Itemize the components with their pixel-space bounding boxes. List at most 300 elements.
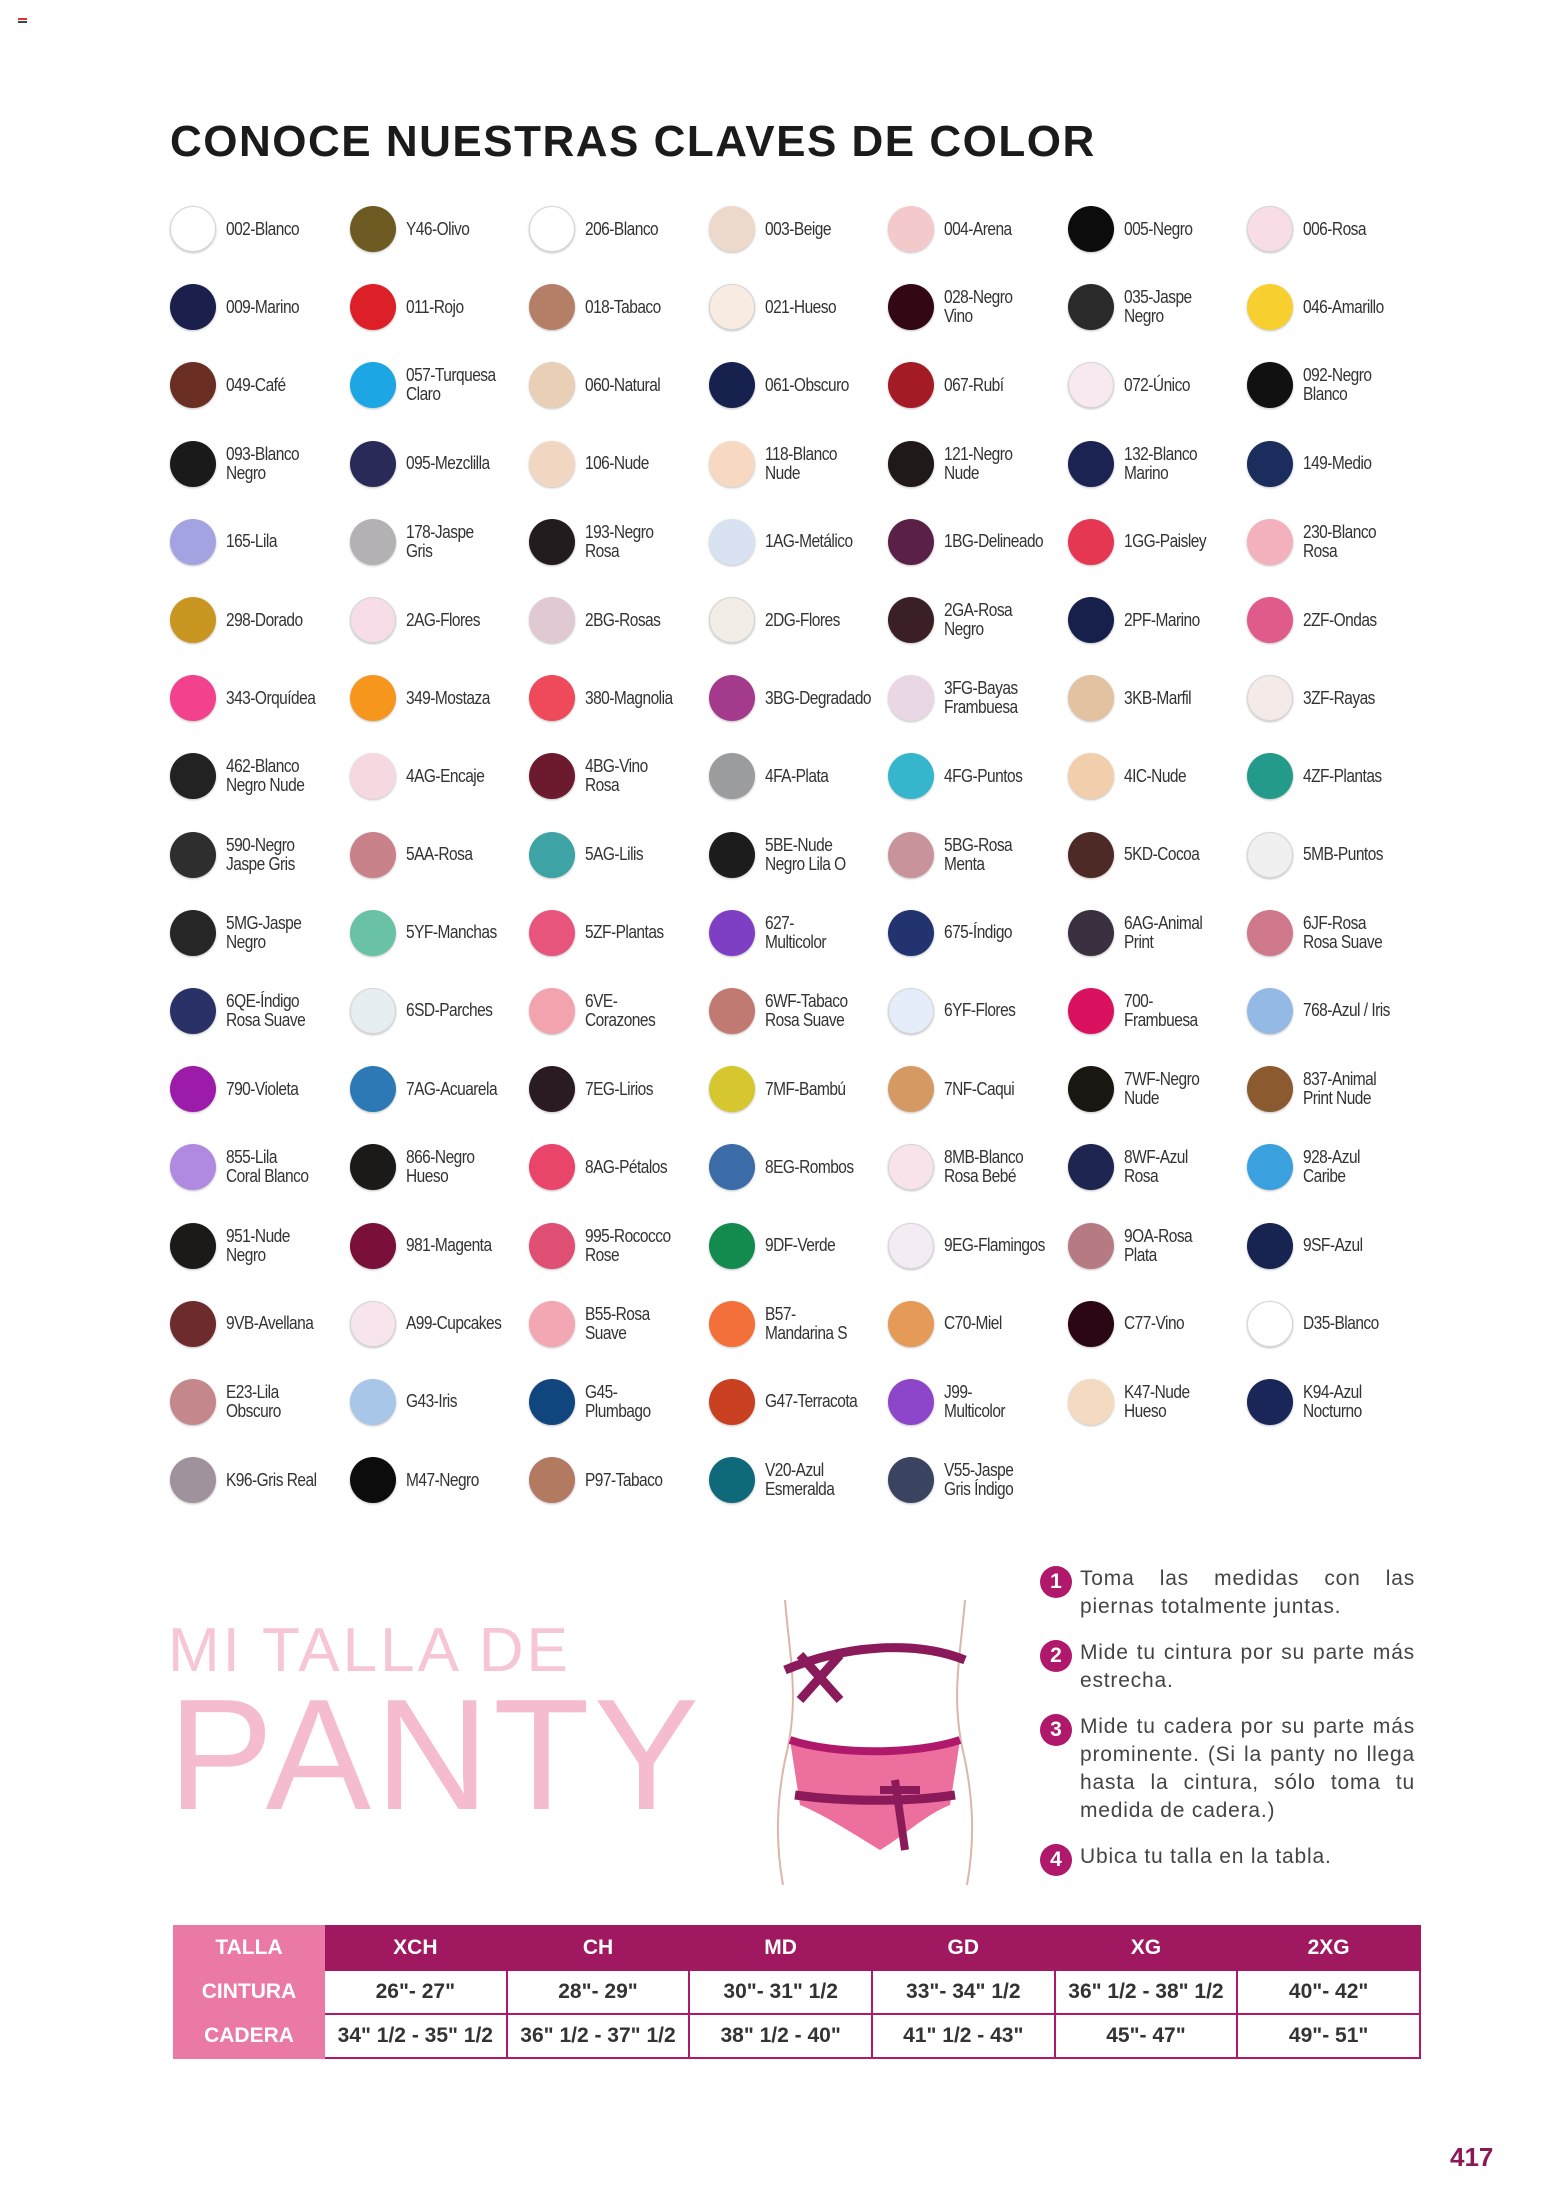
color-swatch-label: 003-Beige bbox=[764, 218, 831, 239]
color-swatch-icon bbox=[170, 1144, 216, 1190]
table-cell: 45"- 47" bbox=[1055, 2014, 1238, 2058]
color-swatch-label: 4IC-Nude bbox=[1123, 765, 1186, 786]
color-swatch-item bbox=[888, 268, 1068, 346]
color-swatch-icon bbox=[1247, 910, 1293, 956]
color-swatch-icon bbox=[350, 832, 396, 878]
color-swatch-icon bbox=[1068, 206, 1114, 252]
color-swatch-item bbox=[888, 346, 1068, 424]
color-swatch-icon bbox=[170, 1066, 216, 1112]
color-swatch-item bbox=[350, 1285, 530, 1363]
color-swatch-label: 035-Jaspe Negro bbox=[1123, 287, 1192, 327]
color-swatch-item bbox=[170, 190, 350, 268]
color-swatch-label: G45- Plumbago bbox=[585, 1381, 651, 1421]
color-swatch-icon bbox=[709, 1301, 755, 1347]
color-swatch-label: 018-Tabaco bbox=[585, 296, 661, 317]
color-swatch-item bbox=[170, 1128, 350, 1206]
color-swatch-label: 132-Blanco Marino bbox=[1123, 443, 1197, 483]
color-swatch-item bbox=[350, 346, 530, 424]
color-swatch-icon bbox=[529, 832, 575, 878]
color-swatch-icon bbox=[888, 1144, 934, 1190]
color-swatch-icon bbox=[1247, 362, 1293, 408]
color-swatch-icon bbox=[529, 753, 575, 799]
page-number: 417 bbox=[1450, 2142, 1494, 2172]
color-swatch-item bbox=[1247, 346, 1427, 424]
color-swatch-icon bbox=[170, 988, 216, 1034]
color-swatch-item bbox=[350, 816, 530, 894]
color-swatch-icon bbox=[888, 832, 934, 878]
color-swatch-icon bbox=[709, 284, 755, 330]
color-swatch-icon bbox=[1068, 1223, 1114, 1269]
color-swatch-item bbox=[888, 894, 1068, 972]
color-swatch-icon bbox=[1068, 441, 1114, 487]
color-swatch-item bbox=[888, 1441, 1068, 1519]
color-swatch-item bbox=[170, 503, 350, 581]
color-swatch-label: P97-Tabaco bbox=[585, 1469, 663, 1490]
color-swatch-label: 028-Negro Vino bbox=[944, 287, 1013, 327]
color-swatch-icon bbox=[529, 910, 575, 956]
color-swatch-icon bbox=[170, 206, 216, 252]
table-cell: 49"- 51" bbox=[1237, 2014, 1420, 2058]
color-swatch-item bbox=[350, 1206, 530, 1284]
color-swatch-item bbox=[888, 972, 1068, 1050]
color-swatch-item bbox=[888, 1050, 1068, 1128]
color-swatch-item bbox=[709, 503, 889, 581]
color-swatch-item bbox=[529, 425, 709, 503]
color-swatch-item bbox=[350, 1363, 530, 1441]
size-header: 2XG bbox=[1237, 1926, 1420, 1970]
color-swatch-icon bbox=[888, 675, 934, 721]
color-swatch-label: 2ZF-Ondas bbox=[1303, 609, 1377, 630]
color-swatch-item bbox=[1247, 737, 1427, 815]
instruction-text: Mide tu cadera por su parte más prominente. (Si la panty no llega hasta la cintura, sólo toma tu medida de cadera.) bbox=[1080, 1715, 1415, 1822]
color-swatch-label: 5YF-Manchas bbox=[405, 922, 497, 943]
color-swatch-item bbox=[888, 816, 1068, 894]
color-swatch-icon bbox=[350, 519, 396, 565]
color-swatch-label: 106-Nude bbox=[585, 453, 649, 474]
measurement-instructions bbox=[1040, 1565, 1415, 1894]
color-swatch-item bbox=[1068, 1285, 1248, 1363]
color-swatch-label: 6WF-Tabaco Rosa Suave bbox=[764, 990, 848, 1030]
color-swatch-icon bbox=[170, 1301, 216, 1347]
size-chart-table bbox=[173, 1925, 1421, 2059]
color-swatch-icon bbox=[1247, 1301, 1293, 1347]
color-swatch-label: 046-Amarillo bbox=[1303, 296, 1384, 317]
color-swatch-icon bbox=[529, 1457, 575, 1503]
color-swatch-icon bbox=[350, 753, 396, 799]
color-swatch-icon bbox=[1068, 1379, 1114, 1425]
color-swatch-icon bbox=[350, 1301, 396, 1347]
color-swatch-label: 343-Orquídea bbox=[226, 687, 316, 708]
color-swatch-label: 072-Único bbox=[1123, 374, 1190, 395]
color-swatch-label: 768-Azul / Iris bbox=[1303, 1000, 1390, 1021]
color-swatch-label: 981-Magenta bbox=[405, 1235, 492, 1256]
color-swatch-item bbox=[170, 1441, 350, 1519]
color-swatch-label: 093-Blanco Negro bbox=[226, 443, 300, 483]
panty-title-line1: MI TALLA DE bbox=[168, 1616, 571, 1685]
table-cell: 38" 1/2 - 40" bbox=[689, 2014, 872, 2058]
color-swatch-icon bbox=[529, 1066, 575, 1112]
color-swatch-label: 193-Negro Rosa bbox=[585, 521, 654, 561]
color-swatch-item bbox=[170, 1050, 350, 1128]
color-swatch-icon bbox=[1068, 519, 1114, 565]
color-swatch-item bbox=[529, 1206, 709, 1284]
color-swatch-icon bbox=[888, 362, 934, 408]
color-swatch-icon bbox=[350, 206, 396, 252]
color-swatch-label: K94-Azul Nocturno bbox=[1303, 1381, 1362, 1421]
table-cell: 34" 1/2 - 35" 1/2 bbox=[324, 2014, 507, 2058]
color-swatch-item bbox=[350, 425, 530, 503]
color-swatch-icon bbox=[170, 1223, 216, 1269]
color-swatch-icon bbox=[529, 1144, 575, 1190]
color-swatch-icon bbox=[170, 441, 216, 487]
color-swatch-icon bbox=[888, 753, 934, 799]
color-swatch-icon bbox=[1068, 675, 1114, 721]
color-swatch-label: 6JF-Rosa Rosa Suave bbox=[1303, 912, 1383, 952]
color-swatch-icon bbox=[888, 1457, 934, 1503]
color-swatch-label: 462-Blanco Negro Nude bbox=[226, 756, 305, 796]
color-swatch-label: 866-Negro Hueso bbox=[405, 1147, 475, 1187]
color-swatch-item bbox=[1068, 268, 1248, 346]
color-swatch-item bbox=[529, 1050, 709, 1128]
table-cell: 40"- 42" bbox=[1237, 1970, 1420, 2014]
panty-title-line2: PANTY bbox=[168, 1667, 704, 1843]
table-cell: 36" 1/2 - 37" 1/2 bbox=[507, 2014, 690, 2058]
color-swatch-item bbox=[709, 581, 889, 659]
color-swatch-icon bbox=[529, 1301, 575, 1347]
color-swatch-icon bbox=[170, 675, 216, 721]
color-swatch-item bbox=[888, 1206, 1068, 1284]
color-swatch-item bbox=[350, 659, 530, 737]
color-swatch-item bbox=[350, 972, 530, 1050]
color-swatch-label: 006-Rosa bbox=[1303, 218, 1366, 239]
step-number-badge: 4 bbox=[1040, 1844, 1072, 1876]
color-swatch-icon bbox=[1247, 597, 1293, 643]
color-swatch-label: 009-Marino bbox=[226, 296, 300, 317]
color-swatch-label: 049-Café bbox=[226, 374, 286, 395]
color-swatch-icon bbox=[888, 441, 934, 487]
panty-size-heading bbox=[168, 1616, 704, 1843]
size-header: XG bbox=[1055, 1926, 1238, 1970]
color-swatch-label: 095-Mezclilla bbox=[405, 453, 490, 474]
color-swatch-label: 118-Blanco Nude bbox=[764, 443, 837, 483]
color-swatch-icon bbox=[709, 1379, 755, 1425]
color-swatch-item bbox=[888, 581, 1068, 659]
color-swatch-item bbox=[529, 894, 709, 972]
color-swatch-item bbox=[888, 1128, 1068, 1206]
color-swatch-icon bbox=[529, 988, 575, 1034]
color-swatch-label: M47-Negro bbox=[405, 1469, 479, 1490]
color-swatch-label: 067-Rubí bbox=[944, 374, 1004, 395]
color-swatch-icon bbox=[888, 1223, 934, 1269]
color-swatch-label: 2PF-Marino bbox=[1123, 609, 1200, 630]
color-swatch-label: 3FG-Bayas Frambuesa bbox=[944, 678, 1018, 718]
color-swatch-item bbox=[529, 1441, 709, 1519]
size-header: XCH bbox=[324, 1926, 507, 1970]
color-swatch-item bbox=[1068, 1363, 1248, 1441]
color-swatch-item bbox=[170, 816, 350, 894]
color-swatch-item bbox=[709, 972, 889, 1050]
color-swatch-icon bbox=[1068, 1066, 1114, 1112]
color-swatch-item bbox=[709, 1206, 889, 1284]
color-swatch-label: 5ZF-Plantas bbox=[585, 922, 664, 943]
table-row bbox=[174, 2014, 1420, 2058]
color-swatch-item bbox=[888, 1363, 1068, 1441]
color-swatch-label: 5AA-Rosa bbox=[405, 844, 472, 865]
color-swatch-icon bbox=[170, 284, 216, 330]
color-swatch-item bbox=[888, 1285, 1068, 1363]
color-swatch-icon bbox=[529, 206, 575, 252]
color-swatch-label: 5AG-Lilis bbox=[585, 844, 644, 865]
color-swatch-icon bbox=[350, 1379, 396, 1425]
color-swatch-label: C77-Vino bbox=[1123, 1313, 1184, 1334]
color-swatch-item bbox=[1247, 190, 1427, 268]
color-swatch-label: 206-Blanco bbox=[585, 218, 659, 239]
color-swatch-item bbox=[1247, 581, 1427, 659]
color-swatch-label: 7MF-Bambú bbox=[764, 1078, 846, 1099]
color-swatch-icon bbox=[170, 910, 216, 956]
color-swatch-item bbox=[529, 268, 709, 346]
color-swatch-label: 928-Azul Caribe bbox=[1303, 1147, 1360, 1187]
color-swatch-item bbox=[170, 1363, 350, 1441]
color-swatch-label: K96-Gris Real bbox=[226, 1469, 317, 1490]
color-swatch-item bbox=[1247, 1363, 1427, 1441]
color-swatch-icon bbox=[888, 1301, 934, 1347]
color-swatch-icon bbox=[1068, 1144, 1114, 1190]
color-swatch-label: 4BG-Vino Rosa bbox=[585, 756, 648, 796]
color-swatch-icon bbox=[529, 1379, 575, 1425]
color-swatch-item bbox=[529, 1285, 709, 1363]
color-swatch-label: 4ZF-Plantas bbox=[1303, 765, 1382, 786]
color-swatch-label: 2AG-Flores bbox=[405, 609, 480, 630]
color-swatch-icon bbox=[170, 1379, 216, 1425]
color-swatch-item bbox=[529, 581, 709, 659]
color-swatch-item bbox=[350, 894, 530, 972]
color-swatch-icon bbox=[888, 910, 934, 956]
color-swatch-icon bbox=[709, 1223, 755, 1269]
color-swatch-label: 6VE- Corazones bbox=[585, 990, 656, 1030]
color-swatch-label: 004-Arena bbox=[944, 218, 1012, 239]
color-swatch-label: 4FA-Plata bbox=[764, 765, 828, 786]
color-swatch-label: V20-Azul Esmeralda bbox=[764, 1460, 834, 1500]
color-swatch-item bbox=[529, 659, 709, 737]
color-swatch-icon bbox=[350, 284, 396, 330]
color-swatch-icon bbox=[1068, 597, 1114, 643]
color-swatch-label: 700- Frambuesa bbox=[1123, 990, 1198, 1030]
color-swatch-item bbox=[1247, 1206, 1427, 1284]
color-swatch-item bbox=[170, 894, 350, 972]
color-swatch-item bbox=[350, 1128, 530, 1206]
color-swatch-icon bbox=[709, 597, 755, 643]
color-swatch-item bbox=[529, 816, 709, 894]
color-swatch-item bbox=[350, 190, 530, 268]
color-swatch-label: 995-Rococco Rose bbox=[585, 1225, 671, 1265]
color-swatch-item bbox=[709, 1128, 889, 1206]
color-swatch-item bbox=[1247, 1128, 1427, 1206]
instruction-text: Mide tu cintura por su parte más estrecha. bbox=[1080, 1641, 1415, 1692]
color-swatch-label: 5BE-Nude Negro Lila O bbox=[764, 834, 846, 874]
color-swatch-icon bbox=[888, 597, 934, 643]
color-swatch-icon bbox=[350, 1223, 396, 1269]
color-swatch-item bbox=[1247, 1050, 1427, 1128]
color-swatch-item bbox=[1068, 1206, 1248, 1284]
size-header: CH bbox=[507, 1926, 690, 1970]
color-swatch-icon bbox=[350, 597, 396, 643]
color-swatch-label: 1GG-Paisley bbox=[1123, 531, 1206, 552]
color-swatch-icon bbox=[170, 832, 216, 878]
color-swatch-icon bbox=[709, 1144, 755, 1190]
color-swatch-label: 1BG-Delineado bbox=[944, 531, 1044, 552]
color-swatch-label: 149-Medio bbox=[1303, 453, 1372, 474]
color-swatch-icon bbox=[1247, 1223, 1293, 1269]
table-cell: 30"- 31" 1/2 bbox=[689, 1970, 872, 2014]
color-swatch-item bbox=[529, 737, 709, 815]
color-swatch-label: 9VB-Avellana bbox=[226, 1313, 314, 1334]
color-swatch-item bbox=[170, 268, 350, 346]
color-swatch-item bbox=[1068, 503, 1248, 581]
color-swatch-icon bbox=[709, 675, 755, 721]
color-swatch-item bbox=[1247, 894, 1427, 972]
color-swatch-icon bbox=[1247, 832, 1293, 878]
color-swatch-icon bbox=[1247, 1144, 1293, 1190]
color-swatch-icon bbox=[350, 988, 396, 1034]
instruction-text: Toma las medidas con las piernas totalmente juntas. bbox=[1080, 1567, 1415, 1618]
color-swatch-icon bbox=[529, 441, 575, 487]
color-swatch-item bbox=[350, 268, 530, 346]
instruction-item bbox=[1040, 1713, 1415, 1825]
color-swatch-label: 3ZF-Rayas bbox=[1303, 687, 1375, 708]
color-swatch-item bbox=[170, 737, 350, 815]
color-swatch-icon bbox=[888, 1066, 934, 1112]
color-swatch-item bbox=[1247, 425, 1427, 503]
color-swatch-icon bbox=[1068, 753, 1114, 799]
color-swatch-label: 349-Mostaza bbox=[405, 687, 490, 708]
color-swatch-icon bbox=[1247, 441, 1293, 487]
color-swatch-icon bbox=[350, 1066, 396, 1112]
color-swatch-label: 060-Natural bbox=[585, 374, 661, 395]
color-swatch-icon bbox=[709, 206, 755, 252]
color-swatch-icon bbox=[709, 1457, 755, 1503]
flag-icon bbox=[18, 18, 27, 25]
color-swatch-label: 165-Lila bbox=[226, 531, 277, 552]
color-swatch-icon bbox=[709, 362, 755, 408]
table-cell: 36" 1/2 - 38" 1/2 bbox=[1055, 1970, 1238, 2014]
color-swatch-item bbox=[888, 425, 1068, 503]
color-swatch-label: 380-Magnolia bbox=[585, 687, 673, 708]
color-swatch-icon bbox=[170, 753, 216, 799]
color-swatch-icon bbox=[1247, 988, 1293, 1034]
color-swatch-item bbox=[170, 1206, 350, 1284]
color-swatch-label: 4FG-Puntos bbox=[944, 765, 1023, 786]
instruction-text: Ubica tu talla en la tabla. bbox=[1080, 1845, 1332, 1868]
color-swatch-label: 5BG-Rosa Menta bbox=[944, 834, 1013, 874]
color-swatch-icon bbox=[1247, 284, 1293, 330]
color-swatch-item bbox=[1068, 816, 1248, 894]
table-cell: 41" 1/2 - 43" bbox=[872, 2014, 1055, 2058]
color-swatch-label: Y46-Olivo bbox=[405, 218, 469, 239]
color-swatch-label: 298-Dorado bbox=[226, 609, 303, 630]
row-header-cintura: CINTURA bbox=[174, 1970, 324, 2014]
color-swatch-label: 178-Jaspe Gris bbox=[405, 521, 474, 561]
color-swatch-grid bbox=[170, 190, 1420, 1519]
color-swatch-icon bbox=[170, 597, 216, 643]
color-swatch-item bbox=[170, 346, 350, 424]
color-swatch-label: 590-Negro Jaspe Gris bbox=[226, 834, 295, 874]
color-swatch-label: V55-Jaspe Gris Índigo bbox=[944, 1460, 1014, 1500]
color-swatch-item bbox=[709, 268, 889, 346]
color-swatch-icon bbox=[350, 910, 396, 956]
color-swatch-label: 2BG-Rosas bbox=[585, 609, 661, 630]
color-swatch-icon bbox=[1068, 988, 1114, 1034]
color-swatch-icon bbox=[1247, 206, 1293, 252]
color-swatch-icon bbox=[1247, 1066, 1293, 1112]
color-swatch-item bbox=[888, 737, 1068, 815]
color-swatch-label: 8AG-Pétalos bbox=[585, 1156, 668, 1177]
color-swatch-label: 8WF-Azul Rosa bbox=[1123, 1147, 1188, 1187]
color-swatch-icon bbox=[529, 519, 575, 565]
panty-measure-illustration bbox=[745, 1590, 1005, 1890]
color-swatch-item bbox=[1068, 425, 1248, 503]
step-number-badge: 1 bbox=[1040, 1566, 1072, 1598]
color-swatch-label: 3BG-Degradado bbox=[764, 687, 871, 708]
color-swatch-label: 855-Lila Coral Blanco bbox=[226, 1147, 309, 1187]
color-swatch-label: 9SF-Azul bbox=[1303, 1235, 1363, 1256]
color-swatch-label: A99-Cupcakes bbox=[405, 1313, 501, 1334]
row-header-cadera: CADERA bbox=[174, 2014, 324, 2058]
color-swatch-label: 9OA-Rosa Plata bbox=[1123, 1225, 1192, 1265]
color-swatch-icon bbox=[1068, 832, 1114, 878]
color-swatch-icon bbox=[709, 519, 755, 565]
color-swatch-item bbox=[350, 1050, 530, 1128]
color-swatch-label: 002-Blanco bbox=[226, 218, 300, 239]
color-swatch-icon bbox=[1247, 1379, 1293, 1425]
color-swatch-item bbox=[1068, 190, 1248, 268]
color-swatch-label: 7AG-Acuarela bbox=[405, 1078, 497, 1099]
color-swatch-icon bbox=[709, 988, 755, 1034]
color-swatch-label: 2GA-Rosa Negro bbox=[944, 600, 1013, 640]
color-swatch-icon bbox=[350, 1144, 396, 1190]
color-swatch-icon bbox=[709, 753, 755, 799]
color-swatch-icon bbox=[888, 206, 934, 252]
color-swatch-icon bbox=[350, 1457, 396, 1503]
table-cell: 26"- 27" bbox=[324, 1970, 507, 2014]
color-swatch-label: 6QE-Índigo Rosa Suave bbox=[226, 990, 306, 1030]
color-swatch-label: K47-Nude Hueso bbox=[1123, 1381, 1190, 1421]
table-cell: 28"- 29" bbox=[507, 1970, 690, 2014]
color-swatch-item bbox=[888, 659, 1068, 737]
color-swatch-icon bbox=[1247, 519, 1293, 565]
color-swatch-item bbox=[529, 346, 709, 424]
color-swatch-item bbox=[1068, 1128, 1248, 1206]
color-swatch-label: 061-Obscuro bbox=[764, 374, 849, 395]
color-swatch-item bbox=[529, 1363, 709, 1441]
table-cell: 33"- 34" 1/2 bbox=[872, 1970, 1055, 2014]
color-swatch-item bbox=[350, 503, 530, 581]
color-swatch-label: 7EG-Lirios bbox=[585, 1078, 653, 1099]
color-swatch-label: 011-Rojo bbox=[405, 296, 464, 317]
color-swatch-item bbox=[1068, 659, 1248, 737]
color-swatch-item bbox=[1068, 1050, 1248, 1128]
color-swatch-label: 057-Turquesa Claro bbox=[405, 365, 496, 405]
color-swatch-label: 627- Multicolor bbox=[764, 912, 826, 952]
color-swatch-label: 9DF-Verde bbox=[764, 1235, 835, 1256]
color-swatch-icon bbox=[888, 1379, 934, 1425]
color-swatch-item bbox=[709, 1050, 889, 1128]
step-number-badge: 2 bbox=[1040, 1640, 1072, 1672]
color-swatch-label: 092-Negro Blanco bbox=[1303, 365, 1372, 405]
color-swatch-icon bbox=[529, 1223, 575, 1269]
color-swatch-icon bbox=[888, 988, 934, 1034]
table-row bbox=[174, 1970, 1420, 2014]
